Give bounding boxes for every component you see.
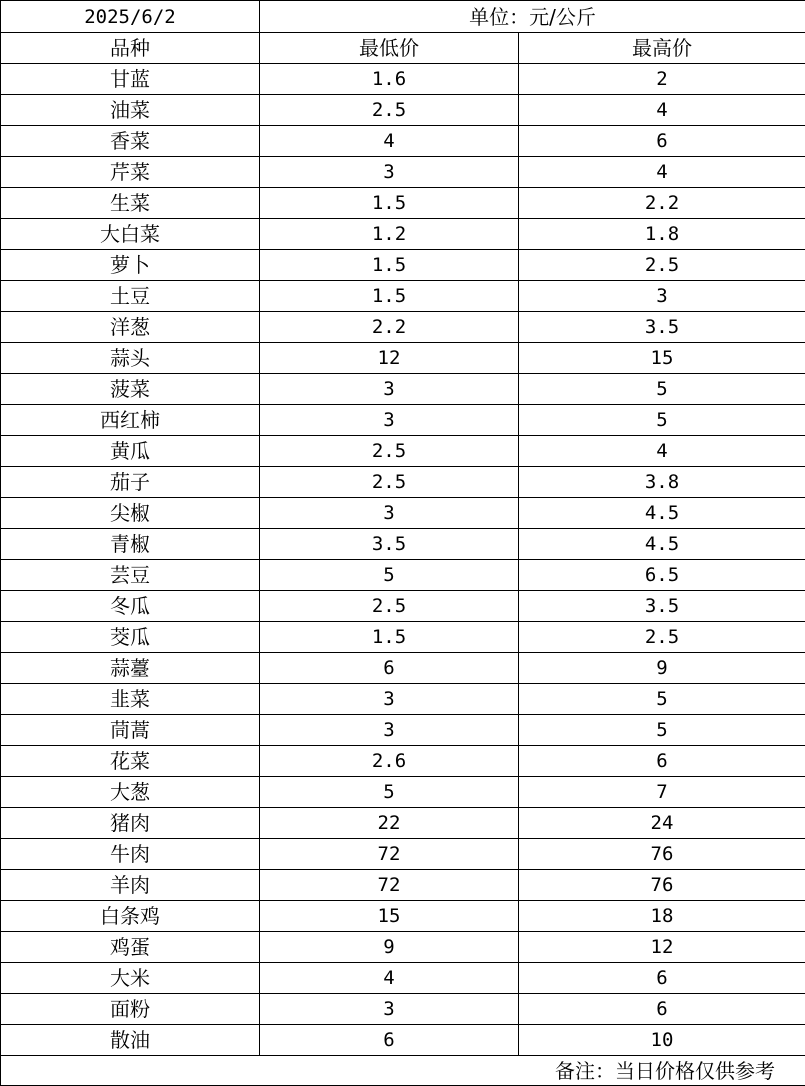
max-price-cell: 5 [519, 374, 805, 405]
max-price-cell: 2.5 [519, 250, 805, 281]
column-header-max-price: 最高价 [519, 33, 805, 64]
max-price-cell: 5 [519, 715, 805, 746]
variety-cell: 鸡蛋 [1, 932, 260, 963]
table-row [1, 498, 805, 529]
max-price-cell: 24 [519, 808, 805, 839]
max-price-cell: 76 [519, 839, 805, 870]
min-price-cell: 2.5 [260, 467, 519, 498]
variety-cell: 茭瓜 [1, 622, 260, 653]
max-price-cell: 4.5 [519, 498, 805, 529]
variety-cell: 青椒 [1, 529, 260, 560]
min-price-cell: 6 [260, 653, 519, 684]
min-price-cell: 2.5 [260, 436, 519, 467]
table-row [1, 312, 805, 343]
variety-cell: 茼蒿 [1, 715, 260, 746]
variety-cell: 芹菜 [1, 157, 260, 188]
max-price-cell: 3.5 [519, 591, 805, 622]
min-price-cell: 1.6 [260, 64, 519, 95]
max-price-cell: 6.5 [519, 560, 805, 591]
table-row [1, 994, 805, 1025]
table-row [1, 343, 805, 374]
max-price-cell: 5 [519, 684, 805, 715]
variety-cell: 韭菜 [1, 684, 260, 715]
max-price-cell: 2.2 [519, 188, 805, 219]
max-price-cell: 2.5 [519, 622, 805, 653]
variety-cell: 白条鸡 [1, 901, 260, 932]
table-row [1, 870, 805, 901]
table-row [1, 684, 805, 715]
variety-cell: 羊肉 [1, 870, 260, 901]
min-price-cell: 3 [260, 374, 519, 405]
max-price-cell: 4 [519, 95, 805, 126]
variety-cell: 黄瓜 [1, 436, 260, 467]
min-price-cell: 15 [260, 901, 519, 932]
table-row [1, 622, 805, 653]
max-price-cell: 3 [519, 281, 805, 312]
variety-cell: 花菜 [1, 746, 260, 777]
max-price-cell: 12 [519, 932, 805, 963]
min-price-cell: 5 [260, 560, 519, 591]
table-row [1, 715, 805, 746]
table-row [1, 374, 805, 405]
min-price-cell: 2.2 [260, 312, 519, 343]
table-row [1, 932, 805, 963]
variety-cell: 大白菜 [1, 219, 260, 250]
min-price-cell: 1.5 [260, 622, 519, 653]
min-price-cell: 9 [260, 932, 519, 963]
table-row [1, 839, 805, 870]
min-price-cell: 3 [260, 715, 519, 746]
table-row [1, 560, 805, 591]
table-row [1, 250, 805, 281]
min-price-cell: 3.5 [260, 529, 519, 560]
variety-cell: 土豆 [1, 281, 260, 312]
min-price-cell: 3 [260, 498, 519, 529]
min-price-cell: 2.5 [260, 591, 519, 622]
table-row [1, 529, 805, 560]
table-row [1, 219, 805, 250]
table-row [1, 591, 805, 622]
table-row [1, 405, 805, 436]
max-price-cell: 18 [519, 901, 805, 932]
max-price-cell: 4 [519, 436, 805, 467]
variety-cell: 香菜 [1, 126, 260, 157]
column-header-variety: 品种 [1, 33, 260, 64]
table-row [1, 95, 805, 126]
max-price-cell: 3.5 [519, 312, 805, 343]
table-row [1, 281, 805, 312]
min-price-cell: 1.5 [260, 188, 519, 219]
max-price-cell: 1.8 [519, 219, 805, 250]
variety-cell: 油菜 [1, 95, 260, 126]
max-price-cell: 76 [519, 870, 805, 901]
table-row [1, 963, 805, 994]
min-price-cell: 3 [260, 684, 519, 715]
variety-cell: 散油 [1, 1025, 260, 1056]
table-row [1, 126, 805, 157]
variety-cell: 面粉 [1, 994, 260, 1025]
table-row [1, 777, 805, 808]
variety-cell: 蒜薹 [1, 653, 260, 684]
variety-cell: 萝卜 [1, 250, 260, 281]
min-price-cell: 72 [260, 870, 519, 901]
date-cell: 2025/6/2 [1, 1, 260, 33]
min-price-cell: 3 [260, 405, 519, 436]
min-price-cell: 2.6 [260, 746, 519, 777]
variety-cell: 菠菜 [1, 374, 260, 405]
variety-cell: 生菜 [1, 188, 260, 219]
max-price-cell: 6 [519, 994, 805, 1025]
max-price-cell: 6 [519, 126, 805, 157]
variety-cell: 洋葱 [1, 312, 260, 343]
header-row [1, 1, 805, 33]
max-price-cell: 5 [519, 405, 805, 436]
variety-cell: 蒜头 [1, 343, 260, 374]
table-row [1, 746, 805, 777]
variety-cell: 甘蓝 [1, 64, 260, 95]
column-header-min-price: 最低价 [260, 33, 519, 64]
min-price-cell: 1.5 [260, 250, 519, 281]
min-price-cell: 2.5 [260, 95, 519, 126]
footer-row [1, 1056, 805, 1086]
min-price-cell: 1.5 [260, 281, 519, 312]
table-row [1, 64, 805, 95]
max-price-cell: 4 [519, 157, 805, 188]
max-price-cell: 4.5 [519, 529, 805, 560]
min-price-cell: 6 [260, 1025, 519, 1056]
column-header-row [1, 33, 805, 64]
variety-cell: 西红柿 [1, 405, 260, 436]
variety-cell: 猪肉 [1, 808, 260, 839]
variety-cell: 大米 [1, 963, 260, 994]
table-row [1, 436, 805, 467]
variety-cell: 茄子 [1, 467, 260, 498]
unit-cell: 单位：元/公斤 [260, 1, 805, 33]
table-row [1, 188, 805, 219]
max-price-cell: 9 [519, 653, 805, 684]
max-price-cell: 15 [519, 343, 805, 374]
min-price-cell: 3 [260, 994, 519, 1025]
max-price-cell: 7 [519, 777, 805, 808]
variety-cell: 大葱 [1, 777, 260, 808]
max-price-cell: 10 [519, 1025, 805, 1056]
table-row [1, 157, 805, 188]
min-price-cell: 1.2 [260, 219, 519, 250]
table-row [1, 467, 805, 498]
min-price-cell: 72 [260, 839, 519, 870]
min-price-cell: 5 [260, 777, 519, 808]
variety-cell: 芸豆 [1, 560, 260, 591]
table-row [1, 653, 805, 684]
variety-cell: 牛肉 [1, 839, 260, 870]
min-price-cell: 4 [260, 963, 519, 994]
min-price-cell: 4 [260, 126, 519, 157]
max-price-cell: 6 [519, 746, 805, 777]
footer-note: 备注：当日价格仅供参考 [1, 1056, 805, 1086]
max-price-cell: 3.8 [519, 467, 805, 498]
variety-cell: 尖椒 [1, 498, 260, 529]
min-price-cell: 3 [260, 157, 519, 188]
variety-cell: 冬瓜 [1, 591, 260, 622]
min-price-cell: 12 [260, 343, 519, 374]
table-row [1, 901, 805, 932]
max-price-cell: 6 [519, 963, 805, 994]
max-price-cell: 2 [519, 64, 805, 95]
table-row [1, 808, 805, 839]
min-price-cell: 22 [260, 808, 519, 839]
